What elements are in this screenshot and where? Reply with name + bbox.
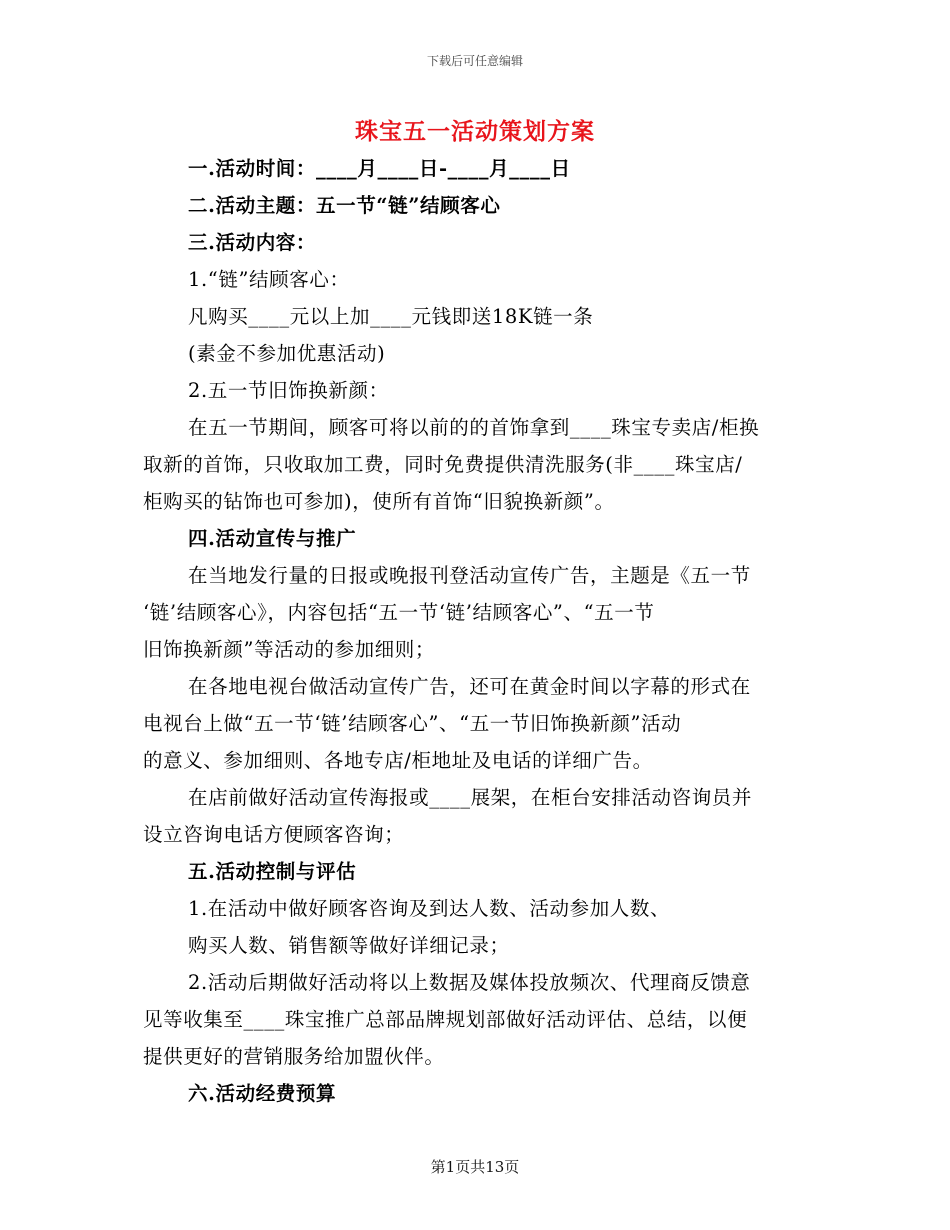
body-line: 四.活动宣传与推广	[188, 527, 357, 550]
document-title: 珠宝五一活动策划方案	[355, 118, 595, 145]
header-note: 下载后可任意编辑	[426, 54, 523, 68]
body-line: 购买人数、销售额等做好详细记录；	[188, 934, 510, 957]
body-line: 凡购买____元以上加____元钱即送18K链一条	[188, 305, 594, 328]
body-line: 在五一节期间，顾客可将以前的的首饰拿到____珠宝专卖店/柜换	[188, 416, 760, 439]
body-line: 六.活动经费预算	[188, 1082, 337, 1105]
body-line: 2.五一节旧饰换新颜：	[188, 379, 389, 402]
body-line: 设立咨询电话方便顾客咨询；	[143, 823, 405, 846]
body-line: 电视台上做“五一节‘链’结顾客心”、“五一节旧饰换新颜”活动	[143, 712, 682, 735]
body-line: (素金不参加优惠活动)	[188, 342, 386, 365]
body-line: 在各地电视台做活动宣传广告，还可在黄金时间以字幕的形式在	[188, 675, 751, 698]
body-line: 2.活动后期做好活动将以上数据及媒体投放频次、代理商反馈意	[188, 971, 751, 994]
body-line: ‘链’结顾客心》，内容包括“五一节‘链’结顾客心”、“五一节	[143, 601, 655, 624]
body-line: 的意义、参加细则、各地专店/柜地址及电话的详细广告。	[143, 749, 653, 772]
body-line: 提供更好的营销服务给加盟伙伴。	[143, 1045, 445, 1068]
body-line: 二.活动主题：五一节“链”结顾客心	[188, 194, 501, 217]
body-line: 在店前做好活动宣传海报或____展架，在柜台安排活动咨询员并	[188, 786, 753, 809]
body-line: 在当地发行量的日报或晚报刊登活动宣传广告，主题是《五一节	[188, 564, 751, 587]
body-line: 一.活动时间：____月____日-____月____日	[188, 157, 571, 180]
document-body	[143, 150, 808, 1112]
body-line: 1.“链”结顾客心：	[188, 268, 350, 291]
body-line: 1.在活动中做好顾客咨询及到达人数、活动参加人数、	[188, 897, 671, 920]
body-line: 取新的首饰，只收取加工费，同时免费提供清洗服务(非____珠宝店/	[143, 453, 743, 476]
body-line: 见等收集至____珠宝推广总部品牌规划部做好活动评估、总结，以便	[143, 1008, 748, 1031]
body-line: 三.活动内容：	[188, 231, 316, 254]
body-line: 五.活动控制与评估	[188, 860, 357, 883]
page-footer: 第1页共13页	[430, 1158, 520, 1176]
body-line: 柜购买的钻饰也可参加)，使所有首饰“旧貌换新颜”。	[143, 490, 615, 513]
body-line: 旧饰换新颜”等活动的参加细则；	[143, 638, 435, 661]
